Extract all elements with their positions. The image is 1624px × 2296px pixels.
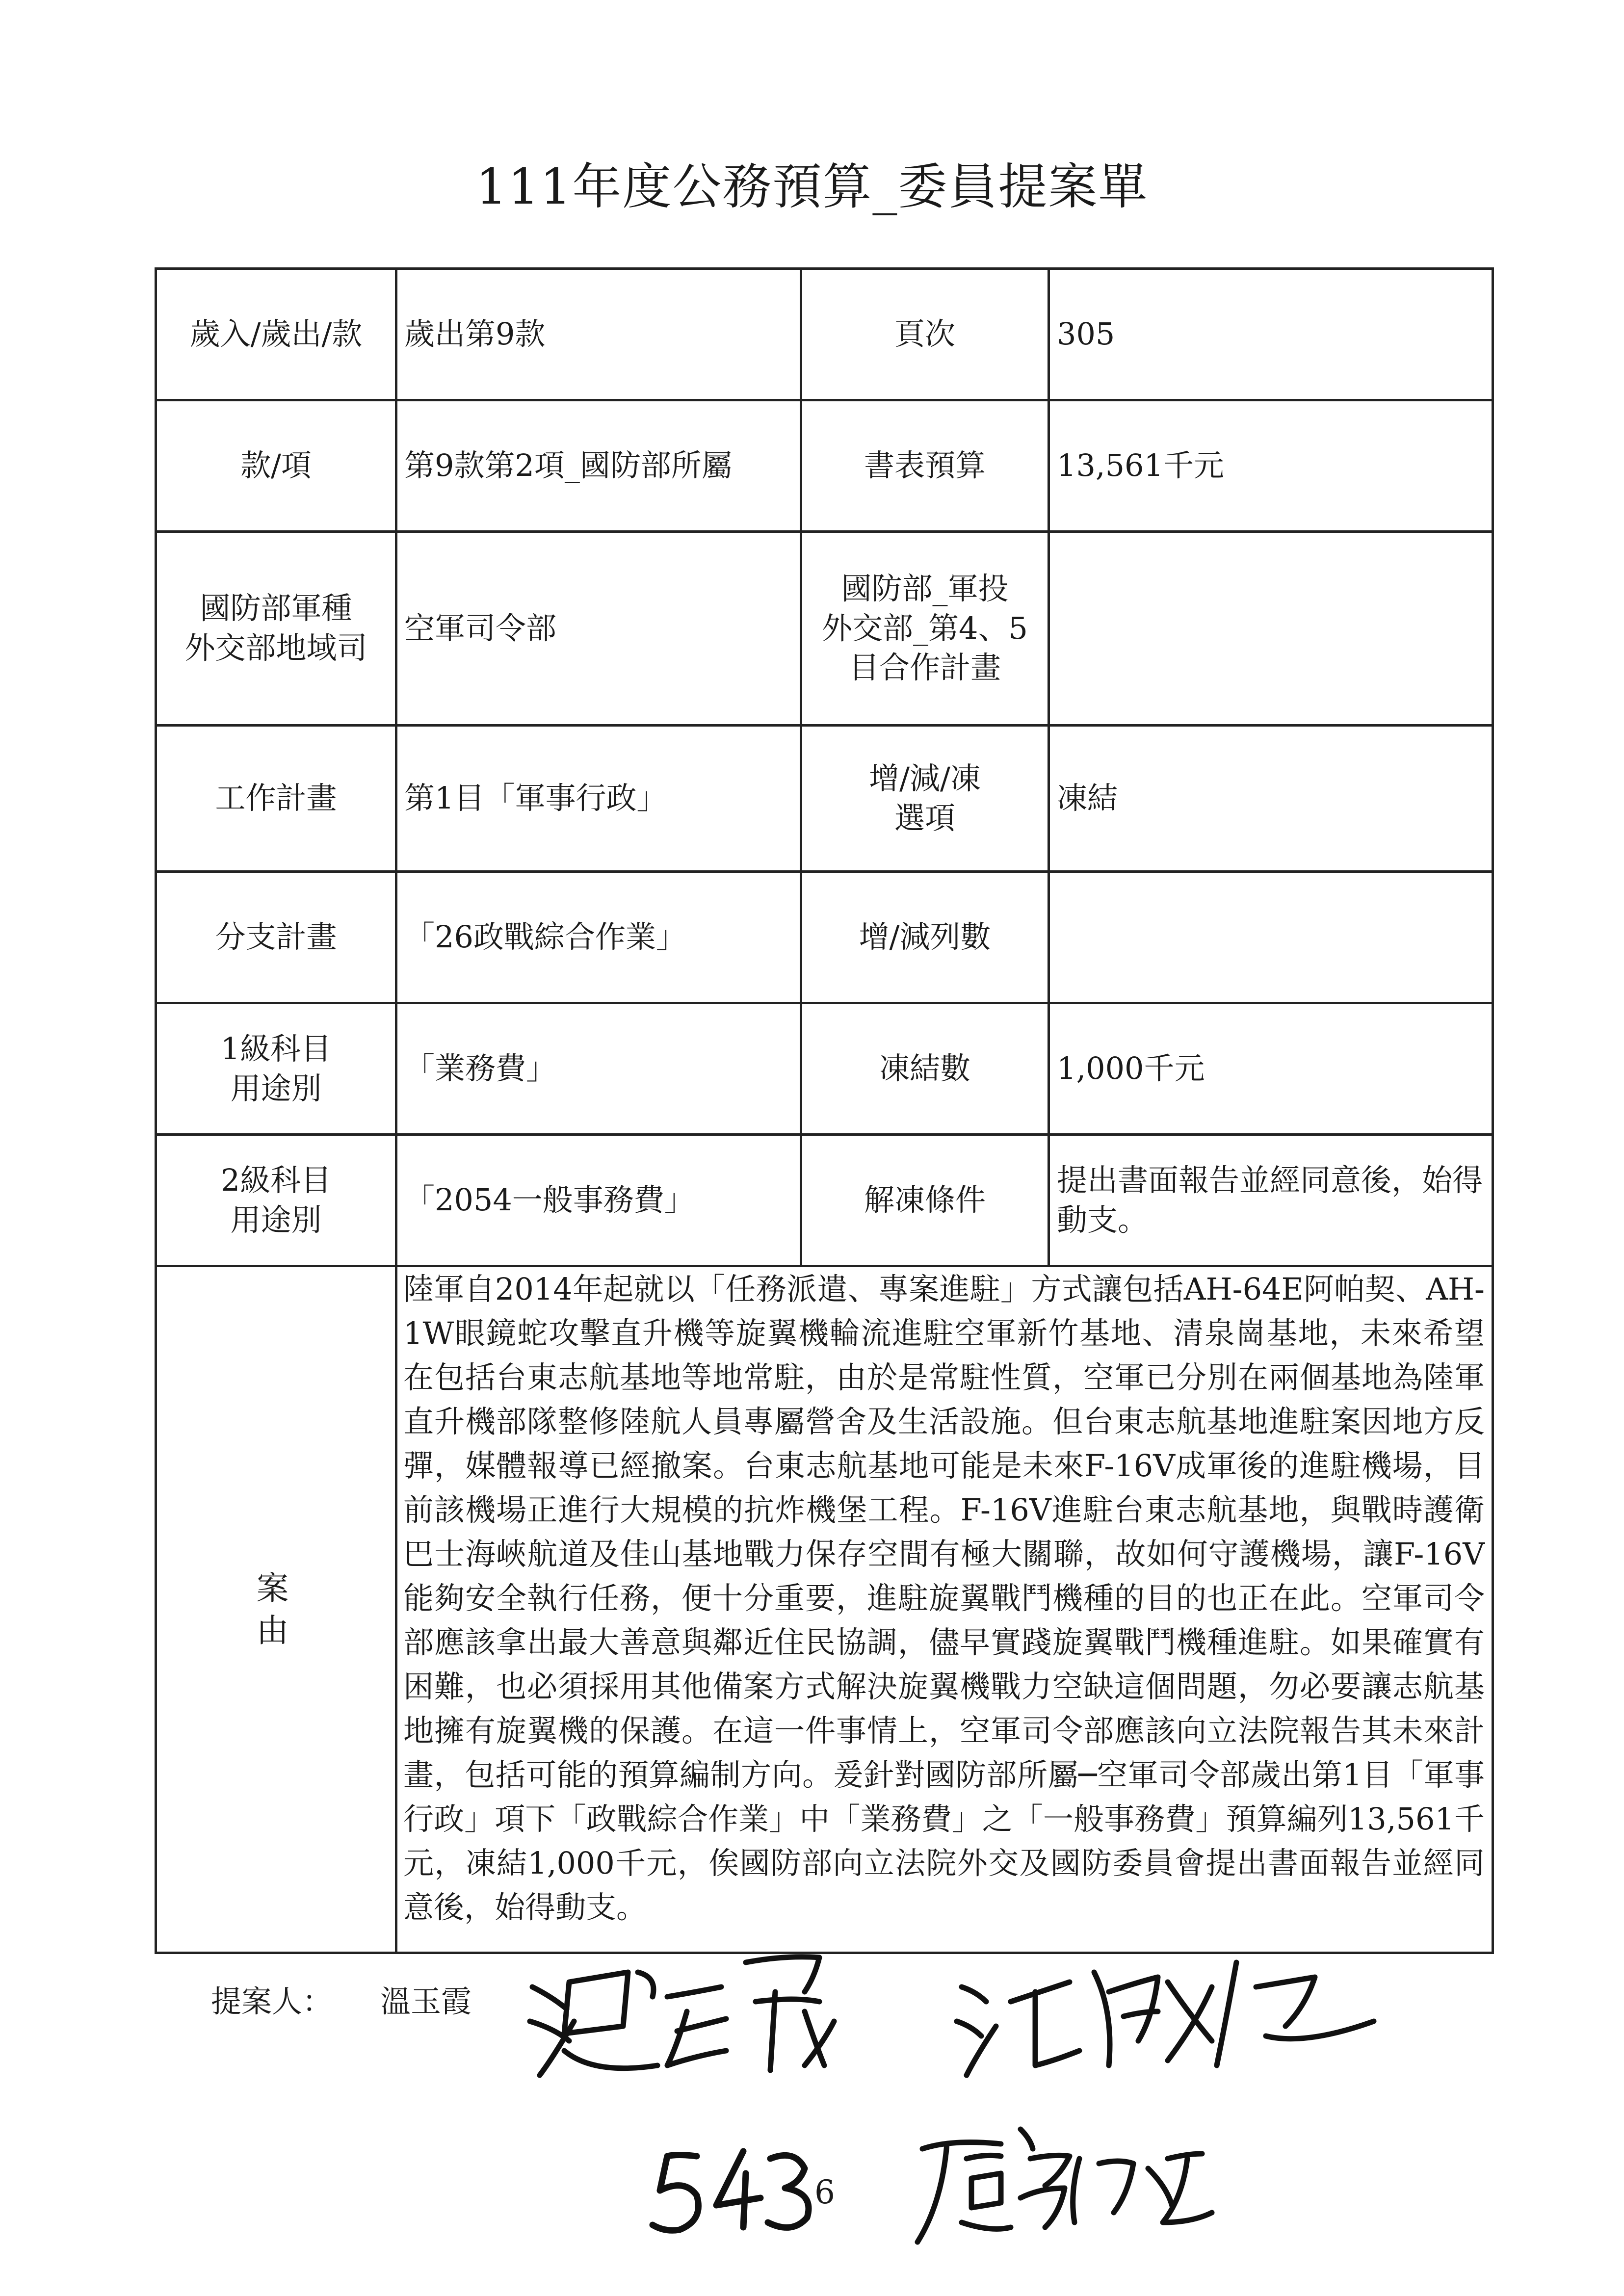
form-title: 111年度公務預算_委員提案單: [475, 158, 1149, 215]
label-adjust-line1: 增/減/凍: [869, 760, 981, 796]
label-agency-line1: 國防部軍種: [200, 590, 352, 626]
label-frozen-amount: 凍結數: [801, 1003, 1049, 1135]
value-section-item: 第9款第2項_國防部所屬: [396, 400, 801, 532]
label-reason: 案由: [156, 1266, 396, 1953]
label-section-item: 款/項: [156, 400, 396, 532]
label-page: 頁次: [801, 269, 1049, 400]
signature-1: [530, 1957, 834, 2075]
label-cooperation-line2: 外交部_第4、5: [822, 610, 1028, 646]
value-level1-subject: 「業務費」: [396, 1003, 801, 1135]
value-branch-plan: 「26政戰綜合作業」: [396, 872, 801, 1003]
label-branch-plan: 分支計畫: [156, 872, 396, 1003]
label-adjust-amount: 增/減列數: [801, 872, 1049, 1003]
value-frozen-amount: 1,000千元: [1049, 1003, 1493, 1135]
value-revenue-expenditure: 歲出第9款: [396, 269, 801, 400]
label-level2-line2: 用途別: [230, 1201, 322, 1238]
value-work-plan: 第1目「軍事行政」: [396, 726, 801, 872]
label-level1-line1: 1級科目: [220, 1030, 332, 1067]
page-number: 6: [814, 2173, 835, 2211]
label-cooperation-line1: 國防部_軍投: [841, 571, 1009, 607]
value-level2-subject: 「2054一般事務費」: [396, 1135, 801, 1266]
label-adjust-line2: 選項: [894, 800, 955, 836]
label-level1-line2: 用途別: [230, 1070, 322, 1106]
proposer-name: 溫玉霞: [380, 1983, 472, 2019]
label-work-plan: 工作計畫: [156, 726, 396, 872]
label-unfreeze-condition: 解凍條件: [801, 1135, 1049, 1266]
label-budget: 書表預算: [801, 400, 1049, 532]
signature-2: [957, 1962, 1374, 2075]
value-agency: 空軍司令部: [396, 532, 801, 726]
label-level2-line1: 2級科目: [220, 1162, 332, 1198]
signature-3: [917, 2129, 1212, 2242]
handwritten-page-number: [653, 2151, 809, 2230]
label-revenue-expenditure: 歲入/歲出/款: [156, 269, 396, 400]
value-adjust-option: 凍結: [1049, 726, 1493, 872]
value-unfreeze-condition: 提出書面報告並經同意後，始得動支。: [1049, 1135, 1493, 1266]
label-agency-line2: 外交部地域司: [184, 630, 367, 666]
value-page: 305: [1049, 269, 1493, 400]
value-budget: 13,561千元: [1049, 400, 1493, 532]
label-cooperation-line3: 目合作計畫: [848, 650, 1001, 686]
reason-text: 陸軍自2014年起就以「任務派遣、專案進駐」方式讓包括AH-64E阿帕契、AH-1W眼鏡蛇攻擊直升機等旋翼機輪流進駐空軍新竹基地、清泉崗基地，未來希望在包括台東志航基地等地常駐，由於是常駐性質，空軍已分別在兩個基地為陸軍直升機部隊整修陸航人員專屬營舍及生活設施。但台東志航基地進駐案因地方反彈，媒體報導已經撤案。台東志航基地可能是未來F-16V成軍後的進駐機場，目前該機場正進行大規模的抗炸機堡工程。F-16V進駐台東志航基地，與戰時護衛巴士海峽航道及佳山基地戰力保存空間有極大關聯，故如何守護機場，讓F-16V能夠安全執行任務，便十分重要，進駐旋翼戰鬥機種的目的也正在此。空軍司令部應該拿出最大善意與鄰近住民協調，儘早實踐旋翼戰鬥機種進駐。如果確實有困難，也必須採用其他備案方式解決旋翼機戰力空缺這個問題，勿必要讓志航基地擁有旋翼機的保護。在這一件事情上，空軍司令部應該向立法院報告其未來計畫，包括可能的預算編制方向。爰針對國防部所屬─空軍司令部歲出第1目「軍事行政」項下「政戰綜合作業」中「業務費」之「一般事務費」預算編列13,561千元，凍結1,000千元，俟國防部向立法院外交及國防委員會提出書面報告並經同意後，始得動支。: [396, 1266, 1493, 1953]
proposer-label: 提案人：: [211, 1983, 333, 2019]
